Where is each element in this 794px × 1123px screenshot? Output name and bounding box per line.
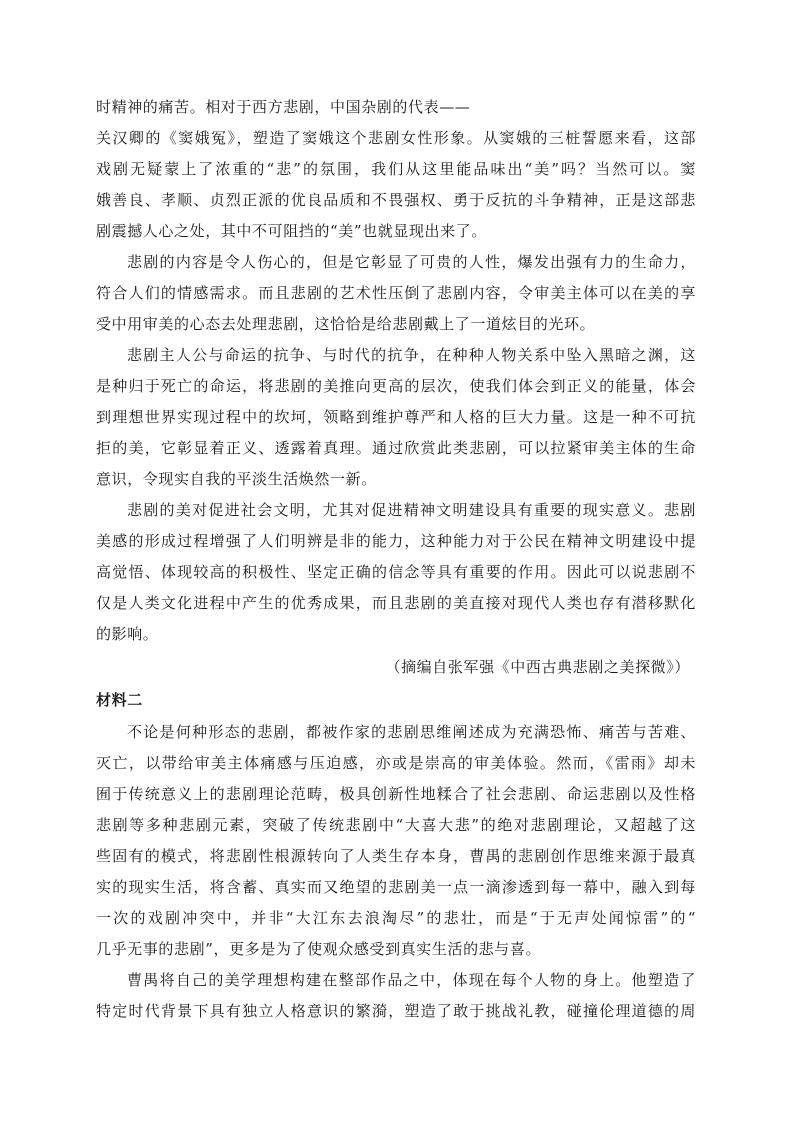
text-line: 受中用审美的心态去处理悲剧，这恰恰是给悲剧戴上了一道炫目的光环。 <box>96 315 596 333</box>
text-line: 符合人们的情感需求。而且悲剧的艺术性压倒了悲剧内容，令审美主体可以在美的享 <box>96 284 696 302</box>
text-line: 不论是何种形态的悲剧，都被作家的悲剧思维阐述成为充满恐怖、痛苦与苦难、 <box>127 723 696 741</box>
source-citation: （摘编自张军强《中西古典悲剧之美探微》） <box>385 658 690 676</box>
text-line: 拒的美，它彰显着正义、透露着真理。通过欣赏此类悲剧，可以拉紧审美主体的生命 <box>96 439 696 457</box>
paragraph-thunderstorm <box>96 717 696 965</box>
text-line: 戏剧无疑蒙上了浓重的“悲”的氛围，我们从这里能品味出“美”吗？当然可以。窦 <box>96 160 696 178</box>
text-line: 实的现实生活，将含蓄、真实而又绝望的悲剧美一点一滴渗透到每一幕中，融入到每 <box>96 878 696 896</box>
text-line: 意识，令现实自我的平淡生活焕然一新。 <box>96 470 377 488</box>
text-line: 高觉悟、体现较高的积极性、坚定正确的信念等具有重要的作用。因此可以说悲剧不 <box>96 563 696 581</box>
paragraph-tragedy-content <box>96 247 696 340</box>
text-line: 是种归于死亡的命运，将悲剧的美推向更高的层次，使我们体会到正义的能量，体会 <box>96 377 696 395</box>
paragraph-cao-yu-ideal <box>96 965 696 1027</box>
text-line: 特定时代背景下具有独立人格意识的繁漪，塑造了敢于挑战礼教，碰撞伦理道德的周 <box>96 1002 696 1020</box>
text-line: 剧震撼人心之处，其中不可阻挡的“美”也就显现出来了。 <box>96 222 487 240</box>
text-line: 一次的戏剧冲突中，并非“大江东去浪淘尽”的悲壮，而是“于无声处闻惊雷”的“ <box>96 909 696 927</box>
text-line: 到理想世界实现过程中的坎坷，领略到维护尊严和人格的巨大力量。这是一种不可抗 <box>96 408 696 426</box>
text-line: 悲剧的美对促进社会文明，尤其对促进精神文明建设具有重要的现实意义。悲剧 <box>127 501 696 519</box>
text-line: 的影响。 <box>96 625 159 643</box>
text-line: 曹禺将自己的美学理想构建在整部作品之中，体现在每个人物的身上。他塑造了 <box>127 971 696 989</box>
paragraph-protagonist-struggle <box>96 340 696 495</box>
document-page <box>96 92 696 1027</box>
text-line: 囿于传统意义上的悲剧理论范畴，极具创新性地糅合了社会悲剧、命运悲剧以及性格 <box>96 785 696 803</box>
text-line: 悲剧的内容是令人伤心的，但是它彰显了可贵的人性，爆发出强有力的生命力， <box>127 253 696 271</box>
text-line: 时精神的痛苦。相对于西方悲剧，中国杂剧的代表—— <box>96 98 471 116</box>
intro-paragraph <box>96 92 696 247</box>
text-line: 悲剧主人公与命运的抗争、与时代的抗争，在种种人物关系中坠入黑暗之渊，这 <box>127 346 696 364</box>
text-line: 悲剧等多种悲剧元素，突破了传统悲剧中“大喜大悲”的绝对悲剧理论，又超越了这 <box>96 816 696 834</box>
paragraph-social-value <box>96 495 696 650</box>
section-heading-material-two: 材料二 <box>96 691 143 709</box>
text-line: 关汉卿的《窦娥冤》，塑造了窦娥这个悲剧女性形象。从窦娥的三桩誓愿来看，这部 <box>96 129 696 147</box>
text-line: 灭亡，以带给审美主体痛感与压迫感，亦或是崇高的审美体验。然而，《雷雨》却未 <box>96 754 696 772</box>
text-line: 娥善良、孝顺、贞烈正派的优良品质和不畏强权、勇于反抗的斗争精神，正是这部悲 <box>96 191 696 209</box>
text-line: 几乎无事的悲剧”，更多是为了使观众感受到真实生活的悲与喜。 <box>96 940 542 958</box>
text-line: 美感的形成过程增强了人们明辨是非的能力，这种能力对于公民在精神文明建设中提 <box>96 532 696 550</box>
text-line: 仅是人类文化进程中产生的优秀成果，而且悲剧的美直接对现代人类也存有潜移默化 <box>96 594 696 612</box>
text-line: 些固有的模式，将悲剧性根源转向了人类生存本身，曹禺的悲剧创作思维来源于最真 <box>96 847 696 865</box>
